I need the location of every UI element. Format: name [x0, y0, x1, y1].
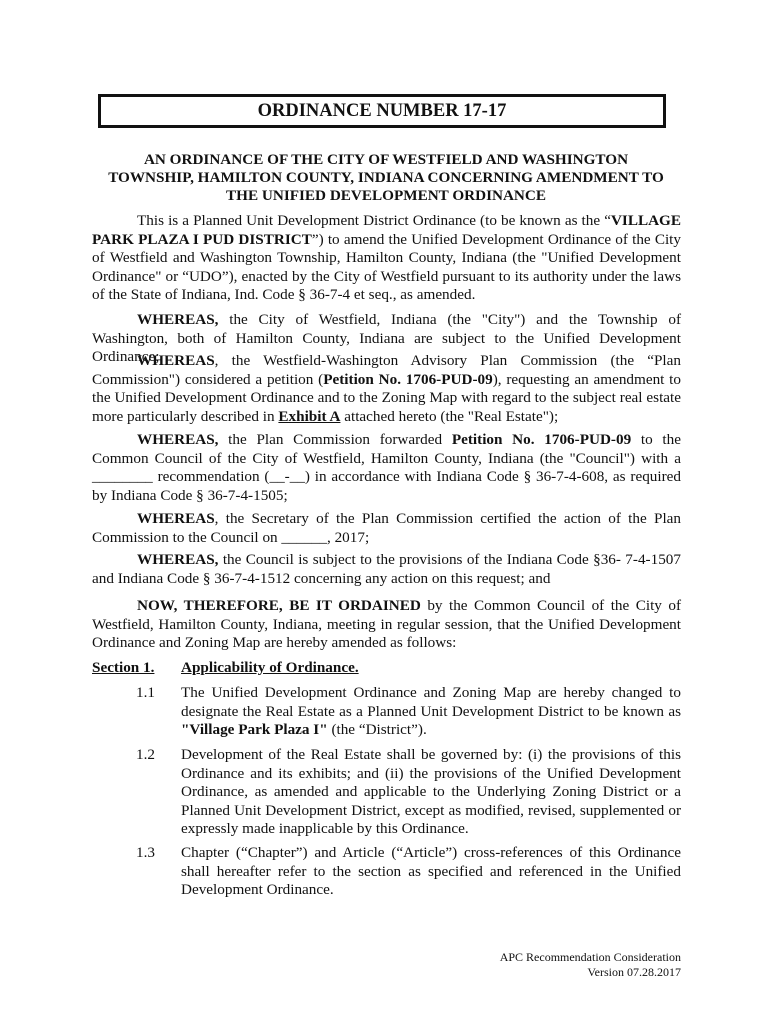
item-text: The Unified Development Ordinance and Zoning Map are hereby changed to designate the Real Estate as a Planned Unit Development District to be known as — [181, 684, 681, 720]
item-1-2: Development of the Real Estate shall be governed by: (i) the provisions of this Ordinance and its exhibits; and (ii) the provisions of the Unified Development Ordinance, as amended and applicable to the Underlying Zoning District or a Planned Unit Development District, except as modified, revised, supplemented or expressly made inapplicable by this Ordinance. — [181, 746, 681, 837]
ordained-paragraph — [92, 597, 681, 653]
whereas-paragraph-3 — [92, 431, 681, 505]
caption-line: THE UNIFIED DEVELOPMENT ORDINANCE — [226, 187, 546, 204]
petition-number: Petition No. 1706-PUD-09 — [323, 370, 493, 388]
whereas-paragraph-5 — [92, 551, 681, 588]
whereas-text: ), requesting an amendment to the Unified Development Ordinance and to the Zoning Map with regard to the subject real estate more particularly described in — [92, 370, 681, 425]
district-name: "Village Park Plaza I" — [181, 721, 328, 738]
item-number: 1.3 — [136, 844, 155, 861]
district-name: VILLAGE PARK PLAZA I PUD DISTRICT — [92, 212, 681, 248]
whereas-text: to the Common Council of the City of Westfield, Hamilton County, Indiana (the "Council") with a ________ recommendation (__-__) in accordance with Indiana Code § 36-7-4-608, as required by Indiana Code § 36-7-4-1505; — [92, 431, 681, 504]
whereas-lead: WHEREAS, — [137, 431, 219, 448]
whereas-text: , the Westfield-Washington Advisory Plan Commission (the “Plan Commission") considered a petition ( — [92, 352, 681, 388]
intro-paragraph — [92, 212, 681, 305]
ordained-lead: NOW, THEREFORE, BE IT ORDAINED — [137, 597, 421, 614]
ordinance-title-box — [98, 94, 666, 128]
whereas-paragraph-2 — [92, 352, 681, 426]
caption-line: TOWNSHIP, HAMILTON COUNTY, INDIANA CONCERNING AMENDMENT TO — [108, 169, 664, 186]
footer-line: APC Recommendation Consideration — [499, 950, 681, 964]
footer-version: Version 07.28.2017 — [587, 965, 681, 979]
intro-text: This is a Planned Unit Development District Ordinance (to be known as the “ — [137, 212, 611, 229]
page-footer — [500, 950, 681, 980]
whereas-text: the Plan Commission forwarded — [218, 431, 452, 448]
item-1-3: Chapter (“Chapter”) and Article (“Article”) cross-references of this Ordinance shall hereafter refer to the section as specified and referenced in the Unified Development Ordinance. — [181, 844, 681, 898]
ordinance-title: ORDINANCE NUMBER 17-17 — [257, 100, 507, 121]
exhibit-reference: Exhibit A — [278, 407, 341, 425]
item-number: 1.2 — [136, 746, 155, 763]
whereas-text: attached hereto (the "Real Estate"); — [340, 407, 559, 425]
whereas-text: , the Secretary of the Plan Commission certified the action of the Plan Commission to the Council on ______, 2017; — [92, 510, 681, 546]
whereas-lead: WHEREAS — [137, 510, 215, 527]
section-number: Section 1. — [92, 659, 155, 676]
caption-line: AN ORDINANCE OF THE CITY OF WESTFIELD AND WASHINGTON — [143, 151, 629, 168]
ordained-text: by the Common Council of the City of Westfield, Hamilton County, Indiana, meeting in regular session, that the Unified Development Ordinance and Zoning Map are hereby amended as follows: — [92, 597, 681, 651]
whereas-lead: WHEREAS, — [137, 551, 219, 568]
petition-number: Petition No. 1706-PUD-09 — [451, 431, 632, 448]
whereas-text: the City of Westfield, Indiana (the "City") and the Township of Washington, both of Hamilton County, Indiana are subject to the Unified Development Ordinance; — [92, 311, 681, 365]
item-1-1 — [181, 684, 681, 740]
item-text: (the “District”). — [327, 721, 427, 738]
whereas-lead: WHEREAS, — [137, 311, 219, 328]
intro-text: ”) to amend the Unified Development Ordinance of the City of Westfield and Washington Township, Hamilton County, Indiana (the "Unified Development Ordinance" or “UDO”), enacted by the City of Westfield pursuant to its authority under the laws of the State of Indiana, Ind. Code § 36-7-4 et seq., as amended. — [92, 230, 681, 303]
item-number: 1.1 — [136, 684, 155, 701]
section-title: Applicability of Ordinance. — [181, 659, 359, 676]
whereas-paragraph-4 — [92, 510, 681, 547]
whereas-lead: WHEREAS — [137, 352, 215, 369]
whereas-text: the Council is subject to the provisions of the Indiana Code §36- 7-4-1507 and Indiana Code § 36-7-4-1512 concerning any action on this request; and — [92, 551, 681, 587]
ordinance-caption — [92, 151, 680, 205]
